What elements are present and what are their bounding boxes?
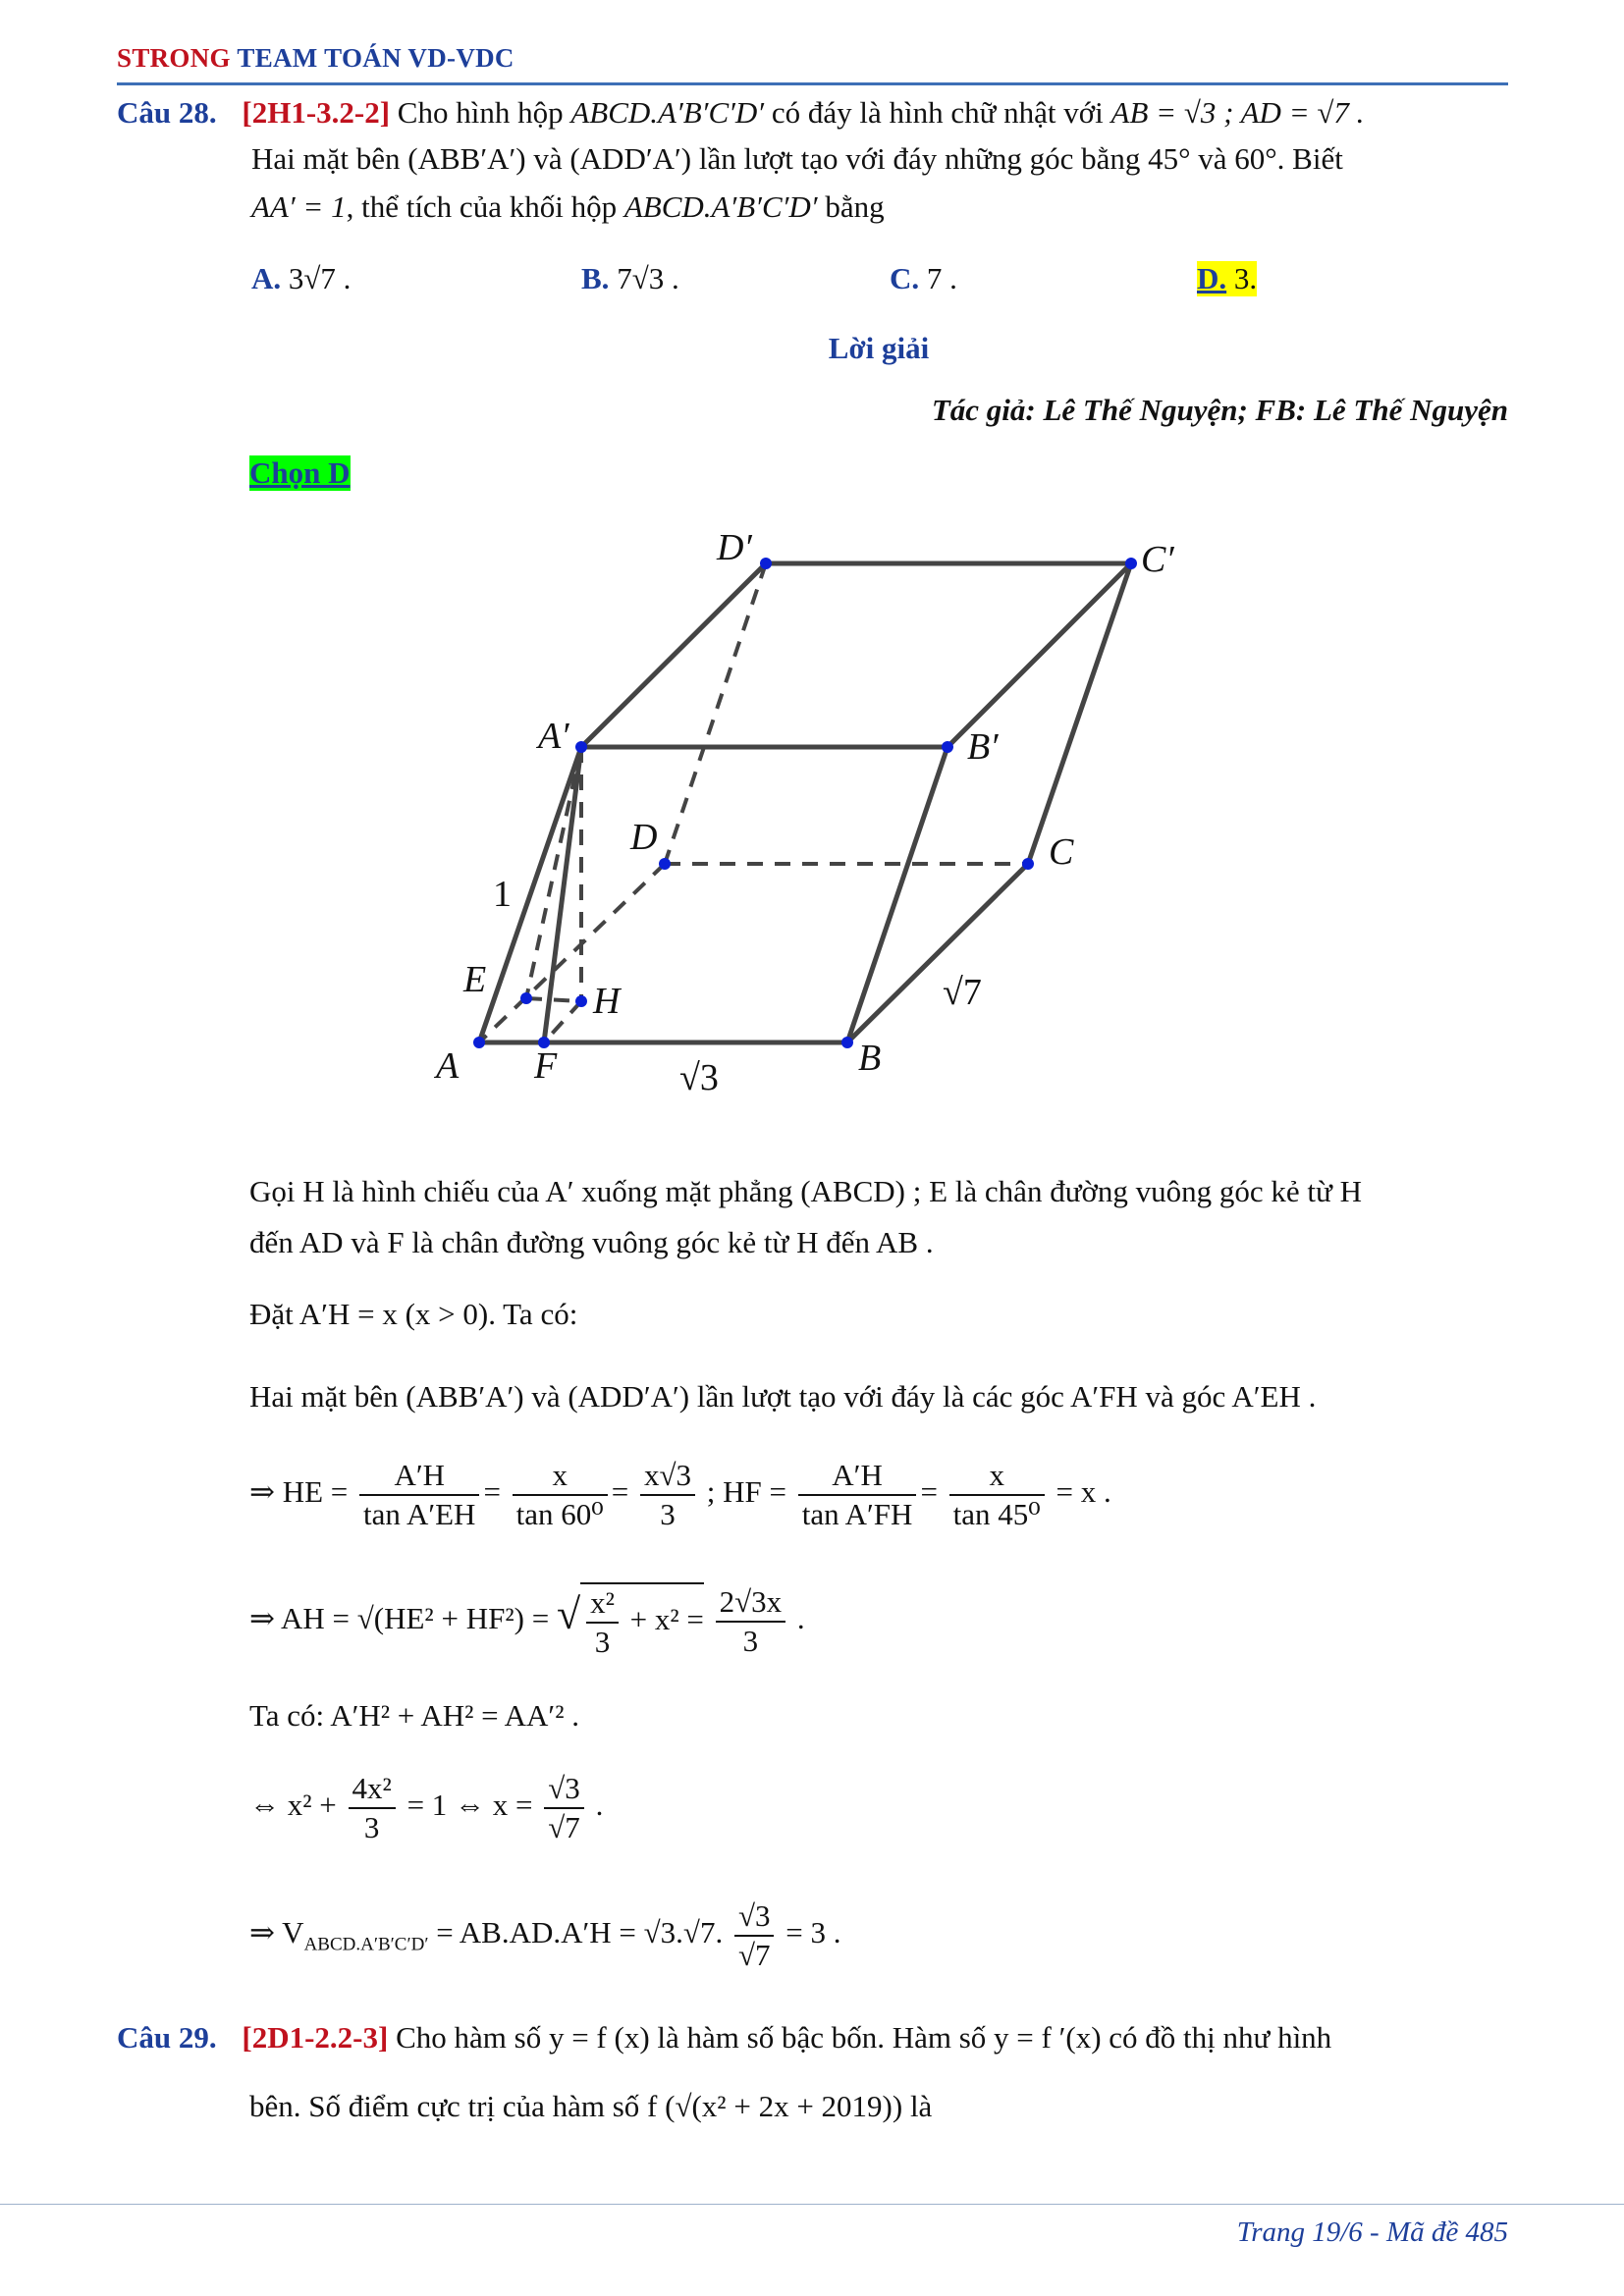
page-header xyxy=(117,43,514,74)
solution-title: Lời giải xyxy=(828,331,930,365)
point-cp xyxy=(1125,558,1137,569)
point-d xyxy=(659,858,671,870)
equation-pythag: Ta có: A′H² + AH² = AA′² . xyxy=(249,1698,580,1733)
eq2-lhs: ⇒ AH = √(HE² + HF²) = xyxy=(249,1601,550,1636)
option-c-value: 7 . xyxy=(926,261,957,295)
eq5-tail: = 3 . xyxy=(785,1915,841,1950)
eq2-mid: + x² = xyxy=(629,1602,704,1637)
q29-text1: Cho hàm số y = f (x) là hàm số bậc bốn. Hàm số y = f ′(x) có đồ thị như hình xyxy=(396,2020,1332,2055)
point-c xyxy=(1022,858,1034,870)
segment-e-h xyxy=(526,998,581,1001)
body-p3: Hai mặt bên (ABB′A′) và (ADD′A′) lần lượt tạo với đáy là các góc A′FH và góc A′EH . xyxy=(249,1379,1317,1414)
q28-box-name: ABCD.A′B′C′D′ xyxy=(570,95,765,130)
equation-x xyxy=(249,1770,603,1846)
solution-author: Tác giả: Lê Thế Nguyện; FB: Lê Thế Nguyện xyxy=(931,393,1508,427)
q28-box-name-2: ABCD.A′B′C′D′ xyxy=(623,189,818,224)
label-d: D xyxy=(630,817,658,858)
q28-line1 xyxy=(117,95,1364,131)
option-a[interactable] xyxy=(251,261,351,296)
q28-dims: AB = √3 ; AD = √7 . xyxy=(1110,95,1365,130)
point-dp xyxy=(760,558,772,569)
q28-aa: AA′ = 1 xyxy=(251,189,347,224)
point-bp xyxy=(942,741,953,753)
q28-line3 xyxy=(251,189,885,225)
label-length-sqrt3: √3 xyxy=(679,1057,719,1098)
choose-answer: Chọn D xyxy=(249,455,351,490)
eq1-frac2: $\frac{x}{\text{tan 60⁰}}$ xyxy=(513,1457,608,1533)
option-b[interactable] xyxy=(581,261,679,296)
eq5-lhs: ⇒ V xyxy=(249,1915,304,1950)
point-e xyxy=(520,992,532,1004)
option-b-value: 7√3 . xyxy=(617,261,679,295)
q28-label: Câu 28. xyxy=(117,95,217,130)
eq1-mid: ; HF = xyxy=(706,1474,786,1510)
label-length-one: 1 xyxy=(493,874,512,915)
label-length-sqrt7: √7 xyxy=(943,972,982,1013)
eq1-frac3: $\frac{x√3}{3}$ xyxy=(640,1457,695,1533)
edge-bp-b xyxy=(847,747,947,1042)
header-rule xyxy=(117,82,1508,85)
page-footer: Trang 19/6 - Mã đề 485 xyxy=(1236,2216,1508,2248)
eq2-frac2: $\frac{2√3x}{3}$ xyxy=(716,1583,786,1660)
eq2-tail: . xyxy=(796,1601,805,1636)
eq4-frac2: $\frac{√3}{√7}$ xyxy=(544,1770,584,1846)
label-b: B xyxy=(858,1038,882,1079)
q28-line2: Hai mặt bên (ABB′A′) và (ADD′A′) lần lượt tạo với đáy những góc bằng 45° và 60°. Biết xyxy=(251,141,1343,176)
option-a-value: 3√7 . xyxy=(288,261,352,295)
body-p1a: Gọi H là hình chiếu của A′ xuống mặt phẳng (ABCD) ; E là chân đường vuông góc kẻ từ H xyxy=(249,1174,1362,1208)
label-a: A xyxy=(436,1045,460,1087)
point-h xyxy=(575,995,587,1007)
eq1-frac1: $\frac{A'H}{\text{tan A′EH}}$ xyxy=(359,1457,479,1533)
point-b xyxy=(841,1037,853,1048)
option-c[interactable] xyxy=(890,261,957,296)
edge-cp-c xyxy=(1028,563,1131,864)
q28-text-d: bằng xyxy=(817,189,885,224)
eq4-tail: . xyxy=(595,1788,604,1823)
q28-text-a: Cho hình hộp xyxy=(397,95,571,130)
eq4-lhs: ⇔ x² + xyxy=(249,1788,337,1823)
footer-rule xyxy=(0,2204,1624,2205)
q28-text-b: , thể tích của khối hộp xyxy=(346,189,624,224)
eq1-frac4: $\frac{A'H}{\text{tan A′FH}}$ xyxy=(798,1457,917,1533)
equation-he-hf: ⇒ HE = $\frac{A'H}{\text{tan A′EH}}$ = $\frac{x}{\text{tan 60⁰}}$ = $\frac{x√3}{3}$ ; HF = $\frac{A'H}{\text{tan A′FH}}$ = $\frac{x}{\text{tan 45⁰}}$ = x . xyxy=(249,1458,1111,1531)
label-dp: D′ xyxy=(717,527,752,568)
eq1-frac5: $\frac{x}{\text{tan 45⁰}}$ xyxy=(949,1457,1045,1533)
q28-text-c: có đáy là hình chữ nhật với xyxy=(764,95,1111,130)
eq5-sub: ABCD.A′B′C′D′ xyxy=(303,1934,429,1955)
label-cp: C′ xyxy=(1141,539,1174,580)
eq1-tail: = x . xyxy=(1056,1474,1111,1510)
parallelepiped-figure xyxy=(412,520,1218,1109)
eq2-frac1: $\frac{\text{x²}}{3}$ xyxy=(586,1584,619,1661)
q29-tag: [2D1-2.2-3] xyxy=(242,2020,389,2055)
option-d-label: D. xyxy=(1197,261,1227,295)
eq4-mid: = 1 ⇔ x = xyxy=(406,1788,533,1823)
q29-line2: bên. Số điểm cực trị của hàm số f (√(x² + 2x + 2019)) là xyxy=(249,2089,933,2123)
point-ap xyxy=(575,741,587,753)
q29-line1 xyxy=(117,2020,1331,2056)
point-a xyxy=(473,1037,485,1048)
label-ap: A′ xyxy=(538,716,569,757)
option-d[interactable] xyxy=(1197,261,1257,296)
option-c-label: C. xyxy=(890,261,920,295)
label-c: C xyxy=(1049,831,1074,873)
edge-dp-d xyxy=(665,563,766,864)
label-f: F xyxy=(534,1045,558,1087)
edge-dp-ap xyxy=(581,563,766,747)
body-p1b: đến AD và F là chân đường vuông góc kẻ từ H đến AB . xyxy=(249,1225,934,1259)
eq4-frac1: $\frac{\text{4x²}}{3}$ xyxy=(349,1770,396,1846)
equation-volume xyxy=(249,1897,840,1974)
header-strong: STRONG xyxy=(117,43,238,73)
label-bp: B′ xyxy=(967,726,999,768)
edge-c-b xyxy=(847,864,1028,1042)
header-team: TEAM TOÁN VD-VDC xyxy=(237,43,514,73)
q28-tag: [2H1-3.2-2] xyxy=(242,95,391,130)
q29-label: Câu 29. xyxy=(117,2020,217,2055)
option-b-label: B. xyxy=(581,261,610,295)
edge-cp-bp xyxy=(947,563,1131,747)
eq1-lhs: ⇒ HE = xyxy=(249,1474,349,1510)
option-a-label: A. xyxy=(251,261,282,295)
label-e: E xyxy=(463,959,487,1000)
eq5-mid: = AB.AD.A′H = √3.√7. xyxy=(436,1915,724,1950)
option-d-value: 3. xyxy=(1233,261,1258,295)
equation-ah: ⇒ AH = √(HE² + HF²) = √ $\frac{\text{x²}}{3}$ + x² = $\frac{2√3x}{3}$ . xyxy=(249,1584,805,1659)
body-p2: Đặt A′H = x (x > 0). Ta có: xyxy=(249,1297,578,1331)
eq5-frac1: $\frac{√3}{√7}$ xyxy=(734,1897,775,1974)
label-h: H xyxy=(593,981,621,1022)
